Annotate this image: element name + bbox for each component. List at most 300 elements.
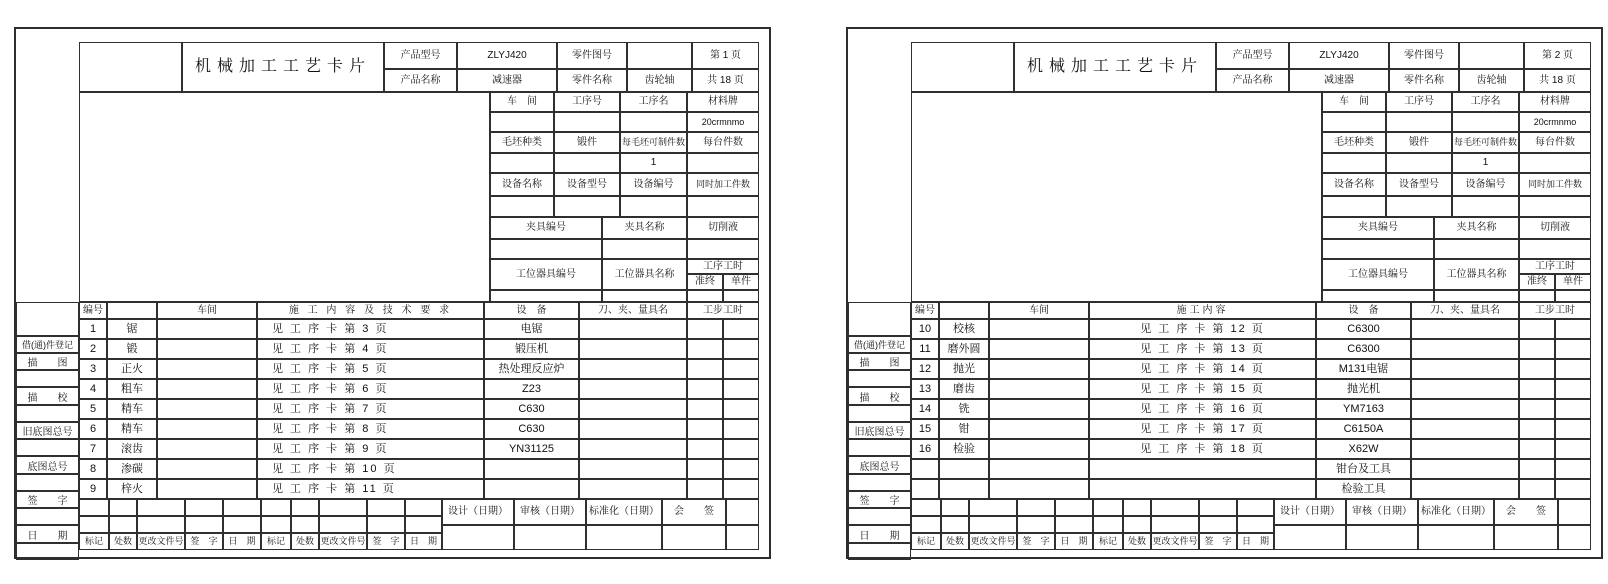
empty-cell — [16, 405, 79, 422]
table-row — [911, 459, 1591, 479]
col-step-hours-header: 工步工时 — [1519, 302, 1591, 319]
row-workshop — [989, 459, 1089, 479]
row-tools — [579, 319, 687, 339]
row-desc: 见 工 序 卡 第 17 页 — [1089, 419, 1316, 439]
empty-cell — [79, 499, 109, 516]
table-row — [911, 379, 1591, 399]
empty-cell — [1519, 290, 1555, 302]
signature-label: 签 字 — [367, 533, 405, 550]
row-no: 16 — [911, 439, 939, 459]
sidebar-trace-check-label: 描 校 — [16, 387, 79, 405]
empty-cell — [1386, 153, 1452, 173]
row-process — [939, 479, 989, 499]
row-time-setup — [1519, 419, 1555, 439]
row-time-piece — [723, 419, 759, 439]
empty-cell — [1558, 525, 1591, 550]
row-no — [911, 479, 939, 499]
per-blank-label: 每毛坯可制件数 — [1452, 132, 1519, 153]
sidebar-sign-label: 签 字 — [848, 491, 911, 508]
row-tools — [579, 419, 687, 439]
sketch-empty-cell — [79, 92, 490, 302]
empty-cell — [405, 516, 442, 533]
row-process: 检验 — [939, 439, 989, 459]
row-process: 铣 — [939, 399, 989, 419]
process-hours-label: 工序工时 — [687, 259, 759, 274]
empty-cell — [405, 499, 442, 516]
design-date-label: 设计（日期） — [442, 499, 514, 525]
sidebar-block — [848, 302, 911, 560]
product-name-label: 产品名称 — [1216, 69, 1289, 92]
row-desc: 见 工 序 卡 第 3 页 — [257, 319, 484, 339]
revision-label-row — [911, 533, 1274, 550]
empty-cell — [586, 525, 662, 550]
empty-cell — [687, 290, 723, 302]
empty-cell — [620, 196, 687, 217]
fixture-name-label: 夹具名称 — [1434, 217, 1519, 239]
empty-cell — [367, 516, 405, 533]
empty-cell — [16, 543, 79, 560]
row-equip: 锻压机 — [484, 339, 579, 359]
table-header-row — [79, 302, 759, 319]
empty-cell — [107, 302, 157, 319]
row-process: 滚齿 — [107, 439, 157, 459]
row-process: 锯 — [107, 319, 157, 339]
countersign-label: 会 签 — [1494, 499, 1558, 525]
row-tools — [579, 439, 687, 459]
process-hours-label: 工序工时 — [1519, 259, 1591, 274]
empty-cell — [223, 516, 261, 533]
row-tools — [579, 339, 687, 359]
table-row — [911, 419, 1591, 439]
row-desc: 见 工 序 卡 第 10 页 — [257, 459, 484, 479]
page-number: 第 2 页 — [1524, 42, 1591, 69]
empty-cell — [185, 499, 223, 516]
table-row — [911, 399, 1591, 419]
signature-label: 签 字 — [1199, 533, 1237, 550]
process-table — [911, 302, 1591, 499]
row-time-setup — [1519, 459, 1555, 479]
mark-label: 标记 — [1093, 533, 1123, 550]
row-desc: 见 工 序 卡 第 14 页 — [1089, 359, 1316, 379]
empty-cell — [1386, 196, 1452, 217]
process-no-value — [1386, 112, 1452, 132]
row-process: 锻 — [107, 339, 157, 359]
empty-cell — [554, 196, 620, 217]
row-time-piece — [723, 319, 759, 339]
row-process: 磨外圆 — [939, 339, 989, 359]
mark-label: 标记 — [911, 533, 941, 550]
row-no: 8 — [79, 459, 107, 479]
product-name-value: 减速器 — [457, 69, 557, 92]
row-desc: 见 工 序 卡 第 16 页 — [1089, 399, 1316, 419]
empty-cell — [79, 516, 109, 533]
row-workshop — [157, 379, 257, 399]
row-equip: 检验工具 — [1316, 479, 1411, 499]
empty-cell — [726, 525, 759, 550]
part-no-value — [1459, 42, 1524, 69]
row-process: 精车 — [107, 399, 157, 419]
row-no: 4 — [79, 379, 107, 399]
row-time-piece — [723, 339, 759, 359]
row-time-piece — [723, 479, 759, 499]
empty-cell — [969, 516, 1017, 533]
process-name-value — [620, 112, 687, 132]
fixture-no-label: 夹具编号 — [490, 217, 602, 239]
empty-cell — [1123, 516, 1151, 533]
row-no: 9 — [79, 479, 107, 499]
row-workshop — [989, 399, 1089, 419]
empty-cell — [137, 499, 185, 516]
row-process: 钳 — [939, 419, 989, 439]
empty-cell — [514, 525, 586, 550]
row-workshop — [989, 479, 1089, 499]
row-time-setup — [1519, 359, 1555, 379]
row-desc: 见 工 序 卡 第 5 页 — [257, 359, 484, 379]
row-workshop — [989, 439, 1089, 459]
row-no: 3 — [79, 359, 107, 379]
row-process: 粗车 — [107, 379, 157, 399]
row-tools — [579, 479, 687, 499]
row-no: 5 — [79, 399, 107, 419]
row-desc — [1089, 459, 1316, 479]
process-no-value — [554, 112, 620, 132]
row-time-setup — [687, 359, 723, 379]
empty-cell — [1519, 196, 1591, 217]
empty-cell — [602, 239, 687, 259]
col-workshop-header: 车间 — [157, 302, 257, 319]
info-grid — [1322, 92, 1591, 302]
row-process — [939, 459, 989, 479]
row-desc: 见 工 序 卡 第 7 页 — [257, 399, 484, 419]
equip-model-label: 设备型号 — [554, 173, 620, 196]
empty-cell — [687, 196, 759, 217]
empty-cell — [1237, 516, 1274, 533]
col-tools-header: 刀、夹、量具名 — [579, 302, 687, 319]
empty-cell — [1452, 196, 1519, 217]
empty-cell — [223, 499, 261, 516]
row-desc — [1089, 479, 1316, 499]
process-hours-block — [1519, 259, 1591, 290]
sidebar-old-master-label: 旧底图总号 — [848, 422, 911, 439]
table-row — [79, 459, 759, 479]
per-machine-label: 每台件数 — [1519, 132, 1591, 153]
row-tools — [579, 359, 687, 379]
empty-cell — [1558, 499, 1591, 525]
empty-cell — [848, 370, 911, 387]
product-model-label: 产品型号 — [384, 42, 457, 69]
row-no: 12 — [911, 359, 939, 379]
row-time-piece — [1555, 479, 1591, 499]
equip-name-label: 设备名称 — [490, 173, 554, 196]
row-workshop — [989, 419, 1089, 439]
process-name-label: 工序名 — [620, 92, 687, 112]
row-time-piece — [1555, 459, 1591, 479]
revision-block — [79, 499, 442, 550]
empty-cell — [1322, 239, 1434, 259]
process-name-label: 工序名 — [1452, 92, 1519, 112]
signature-label: 签 字 — [1017, 533, 1055, 550]
row-tools — [1411, 359, 1519, 379]
sidebar-borrow-label: 借(通)件登记 — [16, 336, 79, 353]
row-workshop — [157, 319, 257, 339]
station-no-label: 工位器具编号 — [1322, 259, 1434, 290]
table-row — [79, 379, 759, 399]
row-workshop — [157, 359, 257, 379]
places-label: 处数 — [1123, 533, 1151, 550]
sidebar-trace-label: 描 图 — [848, 353, 911, 370]
process-no-label: 工序号 — [554, 92, 620, 112]
revision-empty-row — [911, 499, 1274, 516]
empty-cell — [1274, 525, 1346, 550]
empty-cell — [1322, 196, 1386, 217]
row-tools — [579, 379, 687, 399]
part-name-label: 零件名称 — [557, 69, 627, 92]
row-time-setup — [687, 339, 723, 359]
product-name-value: 减速器 — [1289, 69, 1389, 92]
empty-cell — [319, 499, 367, 516]
part-name-value: 齿轮轴 — [1459, 69, 1524, 92]
row-equip: YN31125 — [484, 439, 579, 459]
empty-cell — [490, 239, 602, 259]
row-equip: 钳台及工具 — [1316, 459, 1411, 479]
row-no: 2 — [79, 339, 107, 359]
table-row — [79, 359, 759, 379]
card-header-block — [79, 42, 759, 92]
empty-cell — [602, 290, 687, 302]
row-time-setup — [687, 319, 723, 339]
mark-label: 标记 — [79, 533, 109, 550]
row-process: 正火 — [107, 359, 157, 379]
change-doc-no-label: 更改文件号 — [137, 533, 185, 550]
row-time-setup — [1519, 379, 1555, 399]
empty-cell — [1017, 499, 1055, 516]
process-no-label: 工序号 — [1386, 92, 1452, 112]
row-time-piece — [1555, 359, 1591, 379]
simultaneous-label: 同时加工件数 — [1519, 173, 1591, 196]
row-tools — [1411, 479, 1519, 499]
row-desc: 见 工 序 卡 第 9 页 — [257, 439, 484, 459]
empty-cell — [1093, 499, 1123, 516]
coolant-label: 切削液 — [687, 217, 759, 239]
row-workshop — [157, 459, 257, 479]
row-equip: 热处理反应炉 — [484, 359, 579, 379]
table-row — [79, 439, 759, 459]
row-tools — [1411, 379, 1519, 399]
empty-cell — [109, 499, 137, 516]
approval-block — [1274, 499, 1591, 550]
row-tools — [1411, 439, 1519, 459]
empty-cell — [261, 499, 291, 516]
station-name-label: 工位器具名称 — [1434, 259, 1519, 290]
row-no: 14 — [911, 399, 939, 419]
date-label: 日 期 — [1237, 533, 1274, 550]
workshop-value — [1322, 112, 1386, 132]
approval-label-row — [442, 499, 759, 525]
row-equip: C6300 — [1316, 339, 1411, 359]
row-time-piece — [1555, 379, 1591, 399]
mark-label: 标记 — [261, 533, 291, 550]
title-left-empty-cell — [79, 42, 182, 92]
empty-cell — [723, 290, 759, 302]
row-workshop — [157, 339, 257, 359]
table-row — [79, 419, 759, 439]
row-time-piece — [723, 439, 759, 459]
row-workshop — [989, 339, 1089, 359]
title-left-empty-cell — [911, 42, 1014, 92]
per-blank-value: 1 — [620, 153, 687, 173]
row-process: 抛光 — [939, 359, 989, 379]
row-tools — [1411, 319, 1519, 339]
empty-cell — [367, 499, 405, 516]
row-time-piece — [1555, 339, 1591, 359]
equip-model-label: 设备型号 — [1386, 173, 1452, 196]
card-title: 机械加工工艺卡片 — [182, 42, 384, 92]
empty-cell — [1322, 290, 1434, 302]
row-time-piece — [1555, 439, 1591, 459]
col-content-header: 施工内容 — [1089, 302, 1316, 319]
row-desc: 见 工 序 卡 第 12 页 — [1089, 319, 1316, 339]
row-no: 6 — [79, 419, 107, 439]
standardize-date-label: 标准化（日期） — [586, 499, 662, 525]
empty-cell — [848, 474, 911, 491]
empty-cell — [16, 439, 79, 456]
row-time-setup — [1519, 319, 1555, 339]
sidebar-master-label: 底图总号 — [16, 456, 79, 474]
process-name-value — [1452, 112, 1519, 132]
empty-cell — [1017, 516, 1055, 533]
row-tools — [579, 459, 687, 479]
row-time-piece — [723, 399, 759, 419]
sidebar-trace-label: 描 图 — [16, 353, 79, 370]
empty-cell — [109, 516, 137, 533]
page-number: 第 1 页 — [692, 42, 759, 69]
empty-cell — [1055, 499, 1093, 516]
audit-date-label: 审核（日期） — [514, 499, 586, 525]
part-no-value — [627, 42, 692, 69]
station-name-label: 工位器具名称 — [602, 259, 687, 290]
empty-cell — [848, 543, 911, 560]
row-equip: C6300 — [1316, 319, 1411, 339]
empty-cell — [969, 499, 1017, 516]
countersign-label: 会 签 — [662, 499, 726, 525]
setup-label: 准终 — [687, 274, 723, 290]
row-time-setup — [687, 439, 723, 459]
sidebar-date-label: 日 期 — [848, 525, 911, 543]
approval-block — [442, 499, 759, 550]
empty-cell — [1151, 499, 1199, 516]
process-hours-block — [687, 259, 759, 290]
table-header-row — [911, 302, 1591, 319]
col-equip-header: 设 备 — [484, 302, 579, 319]
row-desc: 见 工 序 卡 第 6 页 — [257, 379, 484, 399]
empty-cell — [939, 302, 989, 319]
audit-date-label: 审核（日期） — [1346, 499, 1418, 525]
row-no: 15 — [911, 419, 939, 439]
change-doc-no-label: 更改文件号 — [319, 533, 367, 550]
row-equip: C630 — [484, 399, 579, 419]
workshop-label: 车 间 — [1322, 92, 1386, 112]
row-time-piece — [723, 459, 759, 479]
empty-cell — [941, 516, 969, 533]
row-workshop — [989, 359, 1089, 379]
empty-cell — [1322, 153, 1386, 173]
sidebar-block — [16, 302, 79, 560]
row-time-piece — [723, 359, 759, 379]
row-tools — [1411, 419, 1519, 439]
empty-cell — [1199, 516, 1237, 533]
row-equip — [484, 459, 579, 479]
revision-empty-row — [79, 516, 442, 533]
date-label: 日 期 — [1055, 533, 1093, 550]
material-value: 20crmnmo — [687, 112, 759, 132]
row-no: 1 — [79, 319, 107, 339]
row-equip: Z23 — [484, 379, 579, 399]
revision-empty-row — [911, 516, 1274, 533]
empty-cell — [16, 302, 79, 336]
sidebar-borrow-label: 借(通)件登记 — [848, 336, 911, 353]
empty-cell — [490, 153, 554, 173]
row-process: 校核 — [939, 319, 989, 339]
row-equip — [484, 479, 579, 499]
workshop-label: 车 间 — [490, 92, 554, 112]
equip-no-label: 设备编号 — [1452, 173, 1519, 196]
per-machine-value — [687, 153, 759, 173]
empty-cell — [1055, 516, 1093, 533]
per-blank-value: 1 — [1452, 153, 1519, 173]
empty-cell — [1434, 239, 1519, 259]
table-row — [911, 319, 1591, 339]
empty-cell — [185, 516, 223, 533]
table-row — [79, 479, 759, 499]
blank-type-value: 锻件 — [554, 132, 620, 153]
signature-label: 签 字 — [185, 533, 223, 550]
header-fields — [1216, 42, 1591, 92]
row-desc: 见 工 序 卡 第 4 页 — [257, 339, 484, 359]
fixture-no-label: 夹具编号 — [1322, 217, 1434, 239]
total-pages: 共 18 页 — [692, 69, 759, 92]
material-label: 材料牌 — [687, 92, 759, 112]
row-tools — [579, 399, 687, 419]
change-doc-no-label: 更改文件号 — [1151, 533, 1199, 550]
design-date-label: 设计（日期） — [1274, 499, 1346, 525]
empty-cell — [848, 508, 911, 525]
sidebar-sign-label: 签 字 — [16, 491, 79, 508]
empty-cell — [1418, 525, 1494, 550]
per-piece-label: 单件 — [723, 274, 759, 290]
sidebar-master-label: 底图总号 — [848, 456, 911, 474]
setup-label: 准终 — [1519, 274, 1555, 290]
row-time-setup — [1519, 339, 1555, 359]
row-workshop — [989, 319, 1089, 339]
empty-cell — [490, 290, 602, 302]
row-equip: YM7163 — [1316, 399, 1411, 419]
empty-cell — [137, 516, 185, 533]
row-no: 10 — [911, 319, 939, 339]
table-row — [79, 399, 759, 419]
approval-empty-row — [1274, 525, 1591, 550]
product-model-value: ZLYJ420 — [457, 42, 557, 69]
equip-name-label: 设备名称 — [1322, 173, 1386, 196]
places-label: 处数 — [109, 533, 137, 550]
station-no-label: 工位器具编号 — [490, 259, 602, 290]
blank-type-label: 毛坯种类 — [490, 132, 554, 153]
empty-cell — [291, 499, 319, 516]
col-step-hours-header: 工步工时 — [687, 302, 759, 319]
row-desc: 见 工 序 卡 第 18 页 — [1089, 439, 1316, 459]
row-tools — [1411, 399, 1519, 419]
row-time-setup — [687, 379, 723, 399]
part-no-label: 零件图号 — [557, 42, 627, 69]
